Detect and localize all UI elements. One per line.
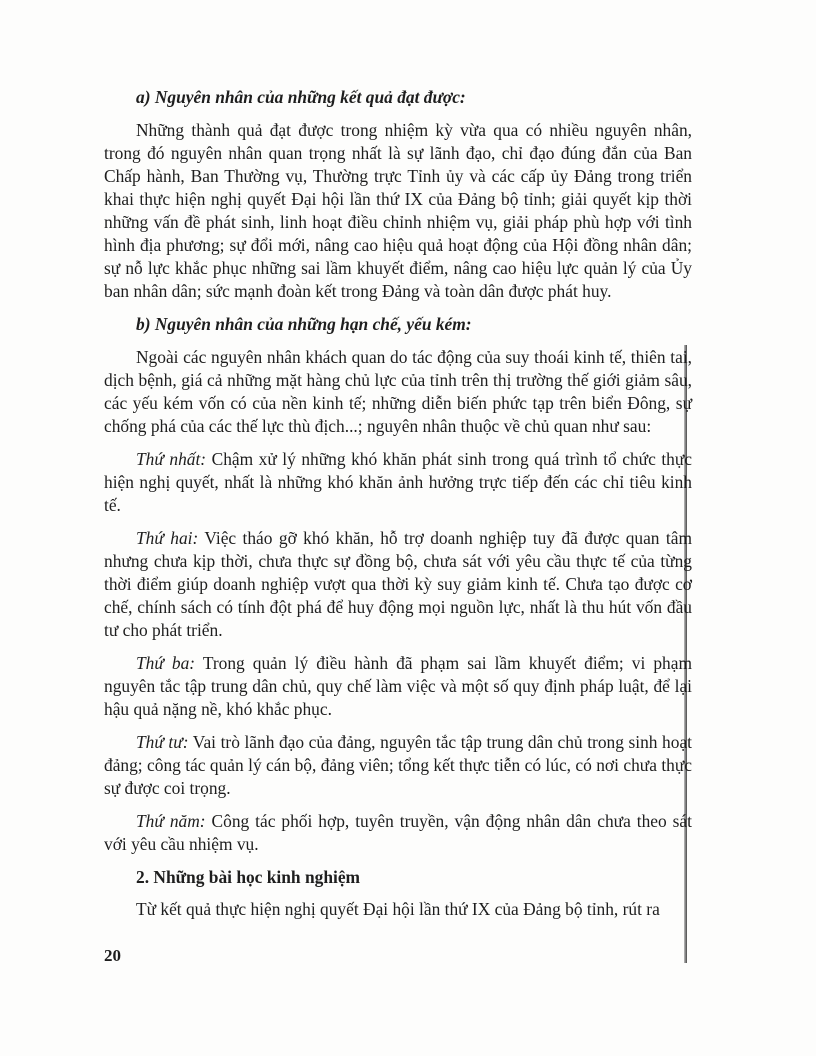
reason-item-lead: Thứ năm:	[136, 811, 206, 831]
reason-item-text: Vai trò lãnh đạo của đảng, nguyên tắc tập trung dân chủ trong sinh hoạt đảng; công tác quản lý cán bộ, đảng viên; tổng kết thực tiễn có lúc, có nơi chưa thực sự được coi trọng.	[104, 732, 693, 798]
reason-item-3	[104, 652, 692, 721]
reason-item-lead: Thứ nhất:	[136, 449, 207, 469]
reason-item-1	[104, 448, 692, 517]
section-b-heading: b) Nguyên nhân của những hạn chế, yếu kém:	[136, 314, 472, 334]
section-a-heading: a) Nguyên nhân của những kết quả đạt được:	[136, 87, 466, 107]
reason-item-text: Việc tháo gỡ khó khăn, hỗ trợ doanh nghiệp tuy đã được quan tâm nhưng chưa kịp thời, chưa thực sự đồng bộ, chưa sát với yêu cầu thực tế của từng thời điểm giúp doanh nghiệp vượt qua thời kỳ suy giảm kinh tế. Chưa tạo được cơ chế, chính sách có tính đột phá để huy động mọi nguồn lực, nhất là thu hút vốn đầu tư cho phát triển.	[104, 528, 692, 640]
reason-item-lead: Thứ ba:	[136, 653, 196, 673]
reason-item-4	[104, 731, 692, 800]
page-number: 20	[104, 946, 121, 965]
reason-item-text: Trong quản lý điều hành đã phạm sai lầm khuyết điểm; vi phạm nguyên tắc tập trung dân chủ, quy chế làm việc và một số quy định pháp luật, để lại hậu quả nặng nề, khó khắc phục.	[104, 653, 692, 719]
reason-item-5	[104, 810, 692, 856]
reason-item-2	[104, 527, 692, 642]
reason-item-text: Chậm xử lý những khó khăn phát sinh trong quá trình tổ chức thực hiện nghị quyết, nhất là những khó khăn ảnh hưởng trực tiếp đến các chỉ tiêu kinh tế.	[104, 449, 692, 515]
section-b-intro: Ngoài các nguyên nhân khách quan do tác động của suy thoái kinh tế, thiên tai, dịch bệnh, giá cả những mặt hàng chủ lực của tỉnh trên thị trường thế giới giảm sâu, các yếu kém vốn có của nền kinh tế; những diễn biến phức tạp trên biển Đông, sự chống phá của các thế lực thù địch...; nguyên nhân thuộc về chủ quan như sau:	[104, 347, 692, 436]
section-2-heading: 2. Những bài học kinh nghiệm	[136, 867, 361, 887]
section-a-paragraph: Những thành quả đạt được trong nhiệm kỳ vừa qua có nhiều nguyên nhân, trong đó nguyên nhân quan trọng nhất là sự lãnh đạo, chỉ đạo đúng đắn của Ban Chấp hành, Ban Thường vụ, Thường trực Tỉnh ủy và các cấp ủy Đảng trong triển khai thực hiện nghị quyết Đại hội lần thứ IX của Đảng bộ tỉnh; giải quyết kịp thời những vấn đề phát sinh, linh hoạt điều chỉnh nhiệm vụ, giải pháp phù hợp với tình hình địa phương; sự đổi mới, nâng cao hiệu quả hoạt động của Hội đồng nhân dân; sự nỗ lực khắc phục những sai lầm khuyết điểm, nâng cao hiệu lực quản lý của Ủy ban nhân dân; sức mạnh đoàn kết trong Đảng và toàn dân được phát huy.	[104, 120, 692, 301]
reason-item-lead: Thứ hai:	[136, 528, 199, 548]
page-body	[104, 86, 692, 931]
section-2-paragraph: Từ kết quả thực hiện nghị quyết Đại hội lần thứ IX của Đảng bộ tỉnh, rút ra	[136, 899, 660, 919]
reason-item-lead: Thứ tư:	[136, 732, 189, 752]
reason-item-text: Công tác phối hợp, tuyên truyền, vận động nhân dân chưa theo sát với yêu cầu nhiệm vụ.	[104, 811, 692, 854]
